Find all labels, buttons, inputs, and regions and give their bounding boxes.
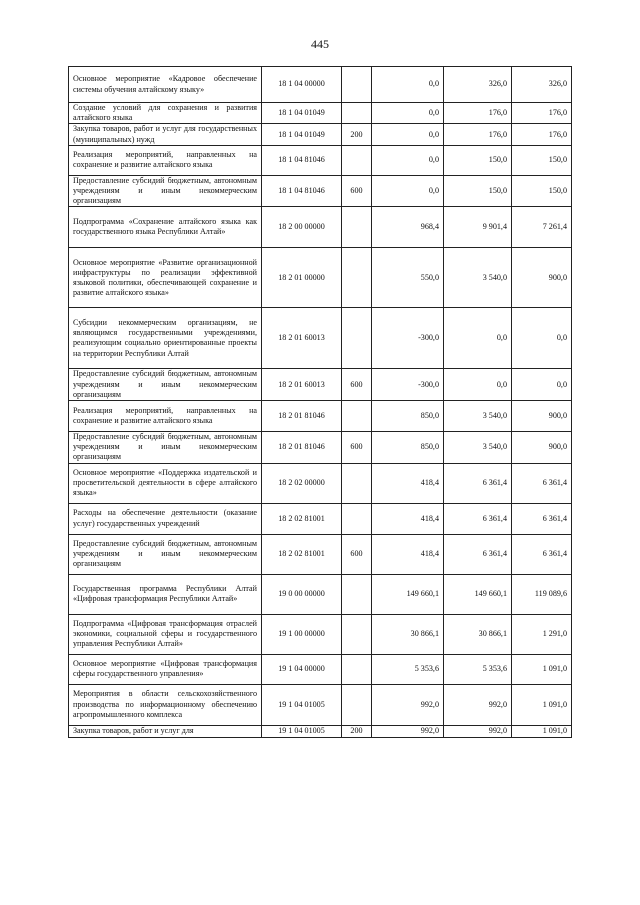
table-row [69, 684, 572, 725]
amount-2: 30 866,1 [444, 614, 512, 654]
table-row [69, 654, 572, 684]
amount-1: 418,4 [372, 463, 444, 503]
expense-type-code: 600 [342, 369, 372, 401]
amount-3: 900,0 [512, 432, 572, 464]
row-name: Основное мероприятие «Развитие организационной инфраструктуры по реализации эффективной языковой политики, обеспечивающей сохранение и развитие алтайского языка» [69, 248, 262, 308]
table-row [69, 432, 572, 464]
expense-type-code: 600 [342, 175, 372, 207]
row-name: Закупка товаров, работ и услуг для государственных (муниципальных) нужд [69, 124, 262, 145]
amount-3: 176,0 [512, 103, 572, 124]
row-name: Реализация мероприятий, направленных на сохранение и развитие алтайского языка [69, 401, 262, 432]
amount-3: 150,0 [512, 145, 572, 175]
amount-2: 150,0 [444, 145, 512, 175]
expense-type-code [342, 574, 372, 614]
amount-1: 550,0 [372, 248, 444, 308]
amount-1: 992,0 [372, 684, 444, 725]
amount-1: 850,0 [372, 401, 444, 432]
amount-3: 1 091,0 [512, 684, 572, 725]
amount-2: 3 540,0 [444, 401, 512, 432]
budget-classification-code: 19 1 04 00000 [262, 654, 342, 684]
amount-2: 6 361,4 [444, 463, 512, 503]
budget-classification-code: 18 2 01 00000 [262, 248, 342, 308]
expense-type-code [342, 145, 372, 175]
amount-1: 0,0 [372, 145, 444, 175]
amount-2: 0,0 [444, 369, 512, 401]
expense-type-code [342, 503, 372, 534]
amount-3: 176,0 [512, 124, 572, 145]
table-row [69, 67, 572, 103]
table-row [69, 369, 572, 401]
table-row [69, 248, 572, 308]
amount-1: 0,0 [372, 103, 444, 124]
amount-2: 3 540,0 [444, 432, 512, 464]
amount-3: 900,0 [512, 248, 572, 308]
budget-classification-code: 18 2 02 81001 [262, 503, 342, 534]
amount-3: 7 261,4 [512, 207, 572, 248]
row-name: Расходы на обеспечение деятельности (оказание услуг) государственных учреждений [69, 503, 262, 534]
amount-1: 5 353,6 [372, 654, 444, 684]
amount-2: 5 353,6 [444, 654, 512, 684]
budget-classification-code: 19 1 04 01005 [262, 725, 342, 737]
amount-2: 150,0 [444, 175, 512, 207]
amount-1: 149 660,1 [372, 574, 444, 614]
table-row [69, 614, 572, 654]
budget-classification-code: 18 2 01 60013 [262, 308, 342, 369]
row-name: Подпрограмма «Цифровая трансформация отраслей экономики, социальной сферы и государственного управления Республики Алтай» [69, 614, 262, 654]
amount-2: 149 660,1 [444, 574, 512, 614]
amount-3: 1 091,0 [512, 654, 572, 684]
amount-3: 6 361,4 [512, 503, 572, 534]
amount-2: 176,0 [444, 103, 512, 124]
expense-type-code [342, 207, 372, 248]
row-name: Государственная программа Республики Алтай «Цифровая трансформация Республики Алтай» [69, 574, 262, 614]
budget-classification-code: 18 1 04 81046 [262, 175, 342, 207]
expense-type-code [342, 463, 372, 503]
budget-table [68, 66, 572, 738]
amount-1: 418,4 [372, 503, 444, 534]
row-name: Подпрограмма «Сохранение алтайского языка как государственного языка Республики Алтай» [69, 207, 262, 248]
expense-type-code: 600 [342, 432, 372, 464]
amount-3: 1 291,0 [512, 614, 572, 654]
row-name: Основное мероприятие «Кадровое обеспечение системы обучения алтайскому языку» [69, 67, 262, 103]
row-name: Создание условий для сохранения и развития алтайского языка [69, 103, 262, 124]
budget-classification-code: 18 2 02 00000 [262, 463, 342, 503]
amount-2: 176,0 [444, 124, 512, 145]
amount-1: 850,0 [372, 432, 444, 464]
row-name: Предоставление субсидий бюджетным, автономным учреждениям и иным некоммерческим организациям [69, 432, 262, 464]
table-row [69, 308, 572, 369]
budget-classification-code: 18 1 04 01049 [262, 124, 342, 145]
amount-2: 6 361,4 [444, 534, 512, 574]
amount-3: 326,0 [512, 67, 572, 103]
expense-type-code: 200 [342, 124, 372, 145]
amount-2: 3 540,0 [444, 248, 512, 308]
row-name: Закупка товаров, работ и услуг для [69, 725, 262, 737]
row-name: Предоставление субсидий бюджетным, автономным учреждениям и иным некоммерческим организациям [69, 175, 262, 207]
amount-1: -300,0 [372, 369, 444, 401]
budget-classification-code: 18 2 01 81046 [262, 401, 342, 432]
expense-type-code [342, 401, 372, 432]
budget-classification-code: 18 1 04 01049 [262, 103, 342, 124]
amount-2: 9 901,4 [444, 207, 512, 248]
expense-type-code: 200 [342, 725, 372, 737]
table-row [69, 463, 572, 503]
expense-type-code: 600 [342, 534, 372, 574]
budget-classification-code: 18 2 01 60013 [262, 369, 342, 401]
amount-1: 418,4 [372, 534, 444, 574]
table-row [69, 103, 572, 124]
amount-1: -300,0 [372, 308, 444, 369]
row-name: Предоставление субсидий бюджетным, автономным учреждениям и иным некоммерческим организациям [69, 534, 262, 574]
amount-1: 30 866,1 [372, 614, 444, 654]
table-row [69, 207, 572, 248]
amount-1: 992,0 [372, 725, 444, 737]
budget-classification-code: 18 2 00 00000 [262, 207, 342, 248]
amount-3: 900,0 [512, 401, 572, 432]
row-name: Мероприятия в области сельскохозяйственного производства по информационному обеспечению агропромышленного комплекса [69, 684, 262, 725]
amount-1: 968,4 [372, 207, 444, 248]
budget-classification-code: 19 0 00 00000 [262, 574, 342, 614]
amount-1: 0,0 [372, 67, 444, 103]
expense-type-code [342, 67, 372, 103]
expense-type-code [342, 308, 372, 369]
amount-3: 0,0 [512, 369, 572, 401]
table-row [69, 725, 572, 737]
amount-3: 150,0 [512, 175, 572, 207]
table-row [69, 574, 572, 614]
amount-2: 0,0 [444, 308, 512, 369]
amount-3: 119 089,6 [512, 574, 572, 614]
expense-type-code [342, 654, 372, 684]
expense-type-code [342, 248, 372, 308]
budget-classification-code: 18 1 04 81046 [262, 145, 342, 175]
row-name: Основное мероприятие «Цифровая трансформация сферы государственного управления» [69, 654, 262, 684]
amount-3: 6 361,4 [512, 534, 572, 574]
budget-table-body [69, 67, 572, 738]
expense-type-code [342, 103, 372, 124]
amount-3: 6 361,4 [512, 463, 572, 503]
expense-type-code [342, 684, 372, 725]
row-name: Реализация мероприятий, направленных на сохранение и развитие алтайского языка [69, 145, 262, 175]
amount-2: 992,0 [444, 684, 512, 725]
table-row [69, 534, 572, 574]
amount-3: 0,0 [512, 308, 572, 369]
table-row [69, 145, 572, 175]
budget-classification-code: 18 1 04 00000 [262, 67, 342, 103]
amount-2: 6 361,4 [444, 503, 512, 534]
expense-type-code [342, 614, 372, 654]
budget-classification-code: 19 1 04 01005 [262, 684, 342, 725]
amount-1: 0,0 [372, 175, 444, 207]
amount-3: 1 091,0 [512, 725, 572, 737]
table-row [69, 401, 572, 432]
budget-classification-code: 18 2 02 81001 [262, 534, 342, 574]
row-name: Субсидии некоммерческим организациям, не являющимся государственными учреждениями, реализующим социально ориентированные проекты на территории Республики Алтай [69, 308, 262, 369]
amount-2: 326,0 [444, 67, 512, 103]
row-name: Предоставление субсидий бюджетным, автономным учреждениям и иным некоммерческим организациям [69, 369, 262, 401]
row-name: Основное мероприятие «Поддержка издательской и просветительской деятельности в сфере алтайского языка» [69, 463, 262, 503]
amount-2: 992,0 [444, 725, 512, 737]
page-number: 445 [311, 37, 329, 51]
budget-classification-code: 18 2 01 81046 [262, 432, 342, 464]
amount-1: 0,0 [372, 124, 444, 145]
table-row [69, 503, 572, 534]
table-row [69, 124, 572, 145]
budget-classification-code: 19 1 00 00000 [262, 614, 342, 654]
table-row [69, 175, 572, 207]
